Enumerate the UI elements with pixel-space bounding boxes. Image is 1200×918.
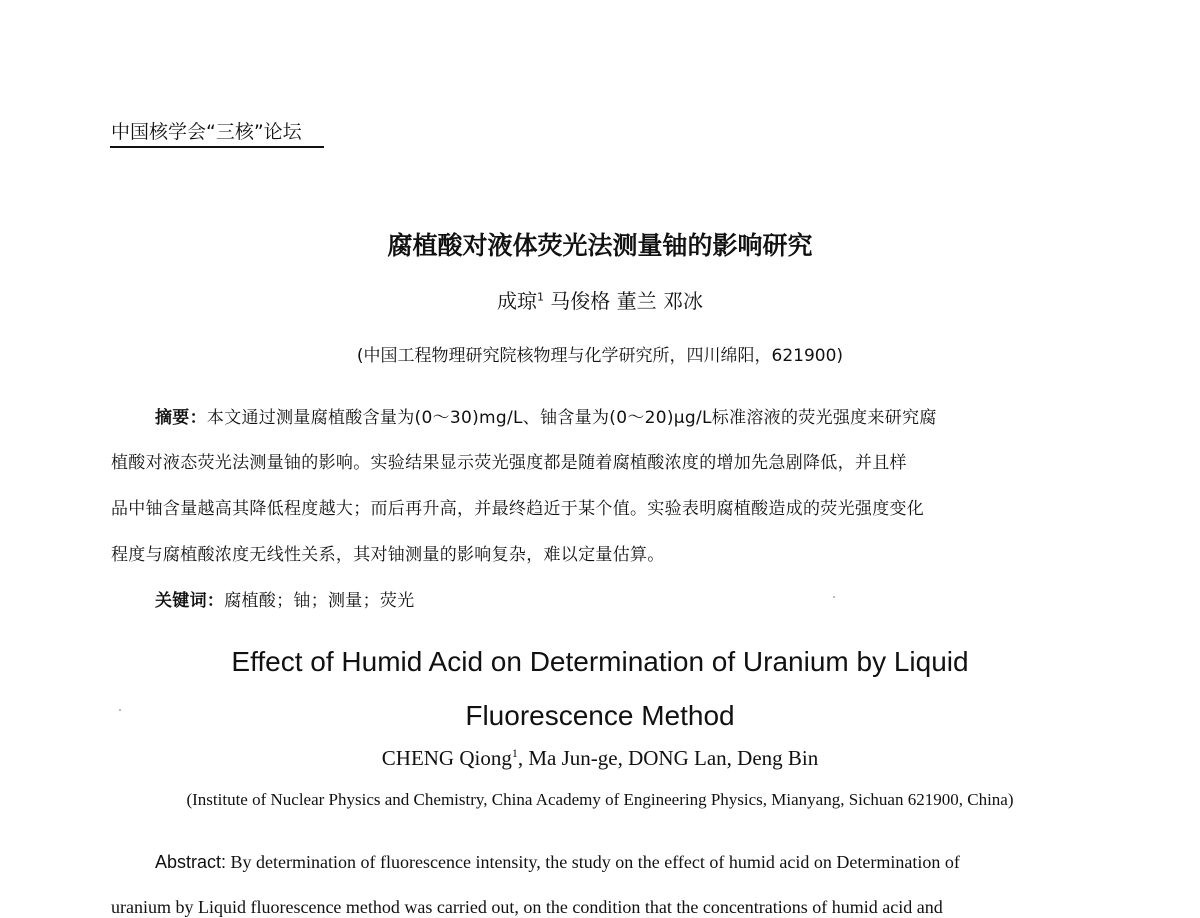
- english-abstract-line-1: [155, 852, 960, 873]
- english-author-affil-mark: 1: [511, 746, 518, 760]
- english-abstract-text-1: By determination of fluorescence intensity, the study on the effect of humid acid on Determination of: [226, 852, 960, 872]
- chinese-authors-rest: 马俊格 董兰 邓冰: [543, 289, 704, 313]
- chinese-abstract-text-1: 本文通过测量腐植酸含量为(0～30)mg/L、铀含量为(0～20)μg/L标准溶液的荧光强度来研究腐: [206, 408, 937, 428]
- header-underline: [110, 146, 324, 148]
- english-authors-rest: , Ma Jun-ge, DONG Lan, Deng Bin: [517, 746, 819, 770]
- chinese-title: 腐植酸对液体荧光法测量铀的影响研究: [387, 231, 813, 260]
- scan-speck: [833, 596, 835, 598]
- chinese-keywords-label: 关键词：: [155, 591, 225, 611]
- english-title-line-2: Fluorescence Method: [465, 700, 735, 731]
- chinese-authors: [0, 285, 1200, 314]
- chinese-abstract-label: 摘要：: [155, 408, 207, 428]
- chinese-abstract-line-3: 品中铀含量越高其降低程度越大；而后再升高，并最终趋近于某个值。实验表明腐植酸造成的荧光强度变化: [111, 499, 925, 519]
- chinese-abstract-line-1: [155, 403, 937, 428]
- chinese-abstract-line-2: 植酸对液态荧光法测量铀的影响。实验结果显示荧光强度都是随着腐植酸浓度的增加先急剧降低，并且样: [111, 453, 907, 473]
- chinese-affiliation: (中国工程物理研究院核物理与化学研究所，四川绵阳，621900): [356, 346, 844, 366]
- english-abstract-line-2: uranium by Liquid fluorescence method was carried out, on the condition that the concentrations of humid acid and: [111, 897, 943, 917]
- chinese-keywords-text: 腐植酸；铀；测量；荧光: [224, 591, 415, 611]
- english-affiliation: (Institute of Nuclear Physics and Chemistry, China Academy of Engineering Physics, Mianyang, Sichuan 621900, China): [186, 790, 1014, 809]
- chinese-author-first: 成琼: [496, 289, 537, 313]
- english-abstract-label: Abstract:: [155, 852, 227, 872]
- english-author-first: CHENG Qiong: [381, 746, 512, 770]
- english-title-line-1: Effect of Humid Acid on Determination of Uranium by Liquid: [231, 646, 969, 677]
- english-authors: [0, 746, 1200, 771]
- chinese-author-affil-mark: 1: [536, 290, 544, 304]
- section-header: 中国核学会“三核”论坛: [111, 121, 302, 143]
- scan-speck: [119, 709, 121, 711]
- chinese-abstract-line-4: 程度与腐植酸浓度无线性关系，其对铀测量的影响复杂，难以定量估算。: [111, 545, 665, 565]
- chinese-keywords: [155, 586, 415, 611]
